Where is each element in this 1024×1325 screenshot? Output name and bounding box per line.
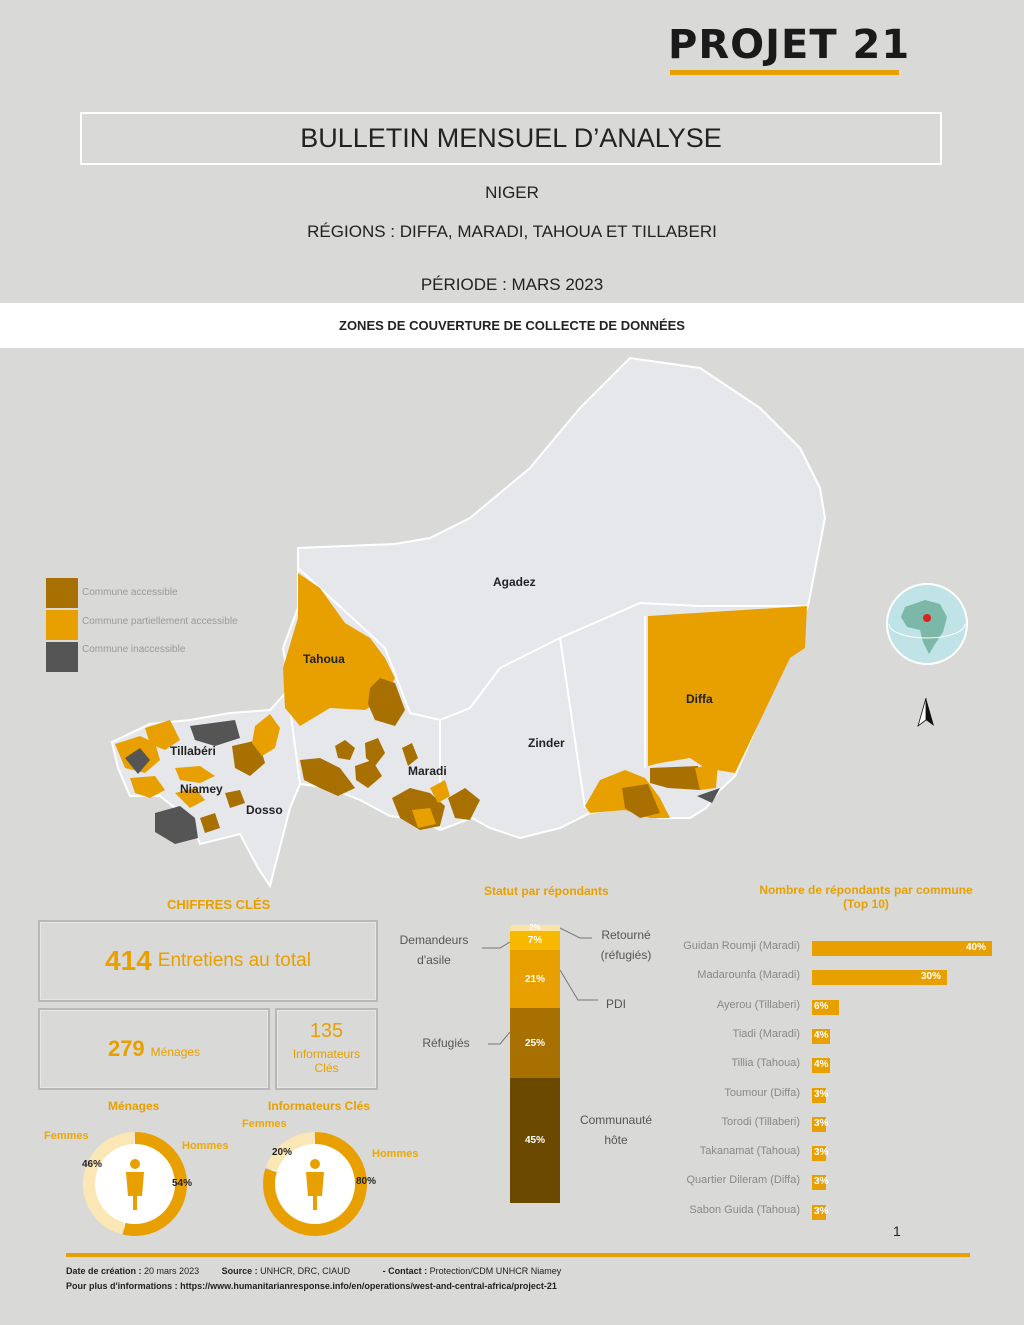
- informateurs-label-2: Clés: [314, 1061, 339, 1075]
- donut-informateurs-women-label: Femmes: [242, 1118, 287, 1130]
- top10-bar-value: 30%: [921, 971, 942, 983]
- status-label-demandeurs: Demandeurs d'asile: [399, 933, 469, 967]
- status-segment-value: 25%: [524, 1037, 545, 1049]
- donut-informateurs-men-label: Hommes: [372, 1148, 419, 1160]
- bulletin-title: BULLETIN MENSUEL D’ANALYSE: [80, 112, 942, 165]
- north-arrow-icon: [915, 696, 937, 736]
- legend-label-accessible: Commune accessible: [82, 587, 178, 598]
- footer-divider: [66, 1253, 970, 1257]
- legend-label-partial: Commune partiellement accessible: [82, 616, 238, 627]
- map-label-diffa: Diffa: [686, 692, 713, 706]
- informateurs-box: [275, 1008, 378, 1090]
- status-label-pdi: PDI: [605, 997, 626, 1011]
- map-label-niamey: Niamey: [180, 782, 223, 796]
- menages-label: Ménages: [150, 1045, 201, 1059]
- informateurs-value: 135: [309, 1020, 344, 1042]
- legend-label-inaccessible: Commune inaccessible: [82, 644, 186, 655]
- top10-bar-chart: [630, 940, 1010, 1230]
- status-segment-value: 45%: [524, 1134, 545, 1146]
- coverage-band: ZONES DE COUVERTURE DE COLLECTE DE DONNÉES: [0, 303, 1024, 348]
- donut-menages-women-pct: 46%: [82, 1159, 103, 1170]
- total-interviews-value: 414: [105, 945, 152, 976]
- map-label-tillaberi: Tillabéri: [170, 744, 216, 758]
- key-figures-title: CHIFFRES CLÉS: [167, 897, 271, 912]
- top10-bar-value: 6%: [814, 1000, 829, 1012]
- top10-category-label: Tiadi (Maradi): [732, 1027, 800, 1040]
- menages-value: 279: [107, 1036, 145, 1061]
- top10-category-label: Tillia (Tahoua): [731, 1057, 800, 1070]
- top10-bar-value: 4%: [814, 1029, 829, 1041]
- status-label-retourne: Retourné (réfugiés): [600, 928, 652, 962]
- logo: PROJET 21: [668, 22, 911, 68]
- footer-line-1: Date de création : 20 mars 2023 Source : UNHCR, DRC, CIAUD - Contact : Protection/CDM UNHCR Niamey: [66, 1266, 562, 1276]
- status-chart-title: Statut par répondants: [484, 884, 609, 898]
- donut-informateurs-women-pct: 20%: [272, 1147, 293, 1158]
- legend-swatch-inaccessible: [46, 642, 78, 672]
- top10-category-label: Torodi (Tillaberi): [721, 1115, 800, 1128]
- legend-swatch-accessible: [46, 578, 78, 608]
- map-label-tahoua: Tahoua: [303, 652, 345, 666]
- status-segment-value: 21%: [524, 973, 545, 985]
- logo-underline: [670, 70, 899, 75]
- status-segment-value: 7%: [527, 934, 543, 946]
- map-label-dosso: Dosso: [246, 803, 283, 817]
- period: PÉRIODE : MARS 2023: [420, 275, 604, 294]
- top10-category-label: Sabon Guida (Tahoua): [689, 1203, 800, 1216]
- status-segment-value: 2%: [529, 923, 541, 933]
- country: NIGER: [485, 183, 539, 202]
- map-label-maradi: Maradi: [408, 764, 447, 778]
- regions: RÉGIONS : DIFFA, MARADI, TAHOUA ET TILLABERI: [307, 222, 717, 241]
- top10-bar-value: 3%: [814, 1205, 829, 1217]
- donut-informateurs-men-pct: 80%: [356, 1176, 377, 1187]
- donut-menages-men-pct: 54%: [172, 1178, 193, 1189]
- top10-chart-title: Nombre de répondants par commune (Top 10): [759, 883, 973, 911]
- menages-box: [38, 1008, 270, 1090]
- legend-swatch-partial: [46, 610, 78, 640]
- map-label-agadez: Agadez: [493, 575, 536, 589]
- status-label-refugies: Réfugiés: [422, 1036, 470, 1050]
- top10-category-label: Toumour (Diffa): [724, 1086, 800, 1099]
- donut-menages-women-label: Femmes: [44, 1130, 89, 1142]
- top10-bar-value: 4%: [814, 1059, 829, 1071]
- map-label-zinder: Zinder: [528, 736, 565, 750]
- page-number: 1: [893, 1223, 901, 1239]
- top10-category-label: Madarounfa (Maradi): [697, 969, 800, 982]
- top10-bar-value: 3%: [814, 1147, 829, 1159]
- donut-menages-title: Ménages: [108, 1099, 160, 1113]
- donut-informateurs: [260, 1128, 370, 1240]
- top10-category-label: Quartier Dileram (Diffa): [686, 1174, 800, 1187]
- top10-category-label: Ayerou (Tillaberi): [716, 998, 800, 1011]
- top10-bar-value: 3%: [814, 1117, 829, 1129]
- top10-bar-value: 3%: [814, 1176, 829, 1188]
- donut-informateurs-title: Informateurs Clés: [268, 1099, 371, 1113]
- top10-bar-value: 3%: [814, 1088, 829, 1100]
- top10-bar: [812, 941, 992, 956]
- top10-category-label: Takanamat (Tahoua): [699, 1145, 800, 1158]
- informateurs-label-1: Informateurs: [292, 1047, 361, 1061]
- donut-menages-men-label: Hommes: [182, 1140, 229, 1152]
- status-label-communaute: Communauté hôte: [579, 1113, 653, 1147]
- top10-bar-value: 40%: [966, 942, 987, 953]
- total-interviews-label: Entretiens au total: [157, 950, 311, 971]
- globe-icon: [885, 582, 969, 666]
- total-interviews-box: [38, 920, 378, 1002]
- diffa-region: [648, 606, 807, 773]
- top10-category-label: Guidan Roumji (Maradi): [683, 940, 800, 952]
- footer-line-2: Pour plus d'informations : https://www.humanitarianresponse.info/en/operations/west-and-central-africa/project-21: [66, 1281, 557, 1291]
- info-link[interactable]: https://www.humanitarianresponse.info/en/operations/west-and-central-africa/project-21: [180, 1281, 557, 1291]
